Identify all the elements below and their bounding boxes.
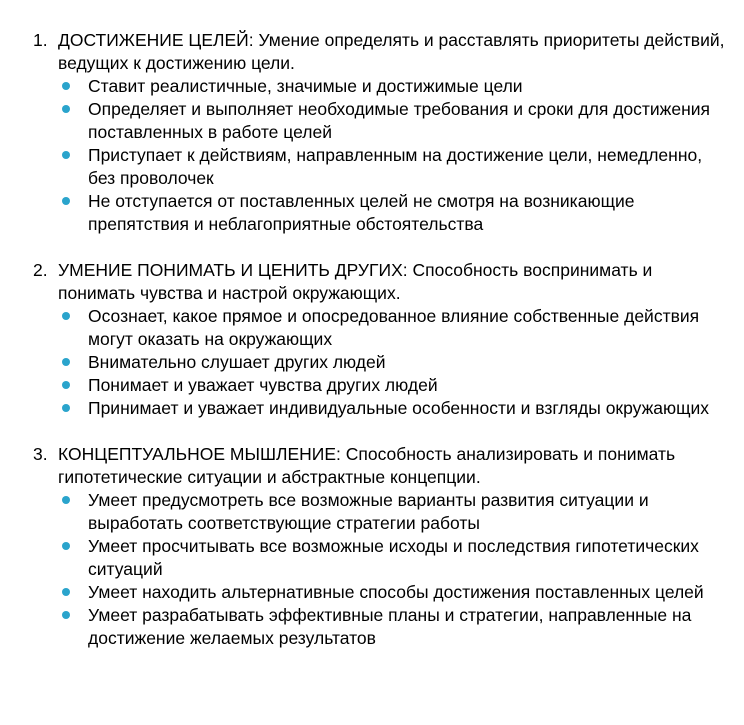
bullet-dot-icon [62, 542, 70, 550]
bullet-item [88, 489, 728, 535]
bullet-item [88, 98, 728, 144]
bullet-dot-icon [62, 404, 70, 412]
section-heading [58, 443, 728, 489]
bullet-dot-icon [62, 588, 70, 596]
bullet-dot-icon [62, 197, 70, 205]
bullet-text: Не отступается от поставленных целей не смотря на возникающие препятствия и неблагоприятные обстоятельства [88, 191, 635, 234]
bullet-item [88, 374, 728, 397]
bullet-item [88, 351, 728, 374]
bullet-dot-icon [62, 358, 70, 366]
section-description: Способность анализировать и понимать гипотетические ситуации и абстрактные концепции. [58, 444, 676, 487]
bullet-text: Внимательно слушает других людей [88, 352, 386, 372]
section-heading [58, 259, 728, 305]
section-number: 2. [33, 260, 48, 280]
section-description: Способность воспринимать и понимать чувства и настрой окружающих. [58, 260, 653, 303]
section-title: КОНЦЕПТУАЛЬНОЕ МЫШЛЕНИЕ: [58, 444, 341, 464]
bullet-list [58, 75, 728, 236]
competency-section-1 [33, 29, 728, 236]
section-title: УМЕНИЕ ПОНИМАТЬ И ЦЕНИТЬ ДРУГИХ: [58, 260, 408, 280]
bullet-dot-icon [62, 312, 70, 320]
bullet-item [88, 305, 728, 351]
bullet-list [58, 305, 728, 420]
bullet-text: Умеет предусмотреть все возможные варианты развития ситуации и выработать соответствующие стратегии работы [88, 490, 649, 533]
bullet-item [88, 535, 728, 581]
bullet-text: Понимает и уважает чувства других людей [88, 375, 438, 395]
bullet-dot-icon [62, 611, 70, 619]
bullet-list [58, 489, 728, 650]
bullet-text: Принимает и уважает индивидуальные особенности и взгляды окружающих [88, 398, 710, 418]
bullet-item [88, 190, 728, 236]
bullet-dot-icon [62, 105, 70, 113]
section-number: 1. [33, 30, 48, 50]
section-heading [58, 29, 728, 75]
section-number: 3. [33, 444, 48, 464]
section-title: ДОСТИЖЕНИЕ ЦЕЛЕЙ: [58, 30, 254, 50]
bullet-dot-icon [62, 82, 70, 90]
bullet-text: Умеет разрабатывать эффективные планы и стратегии, направленные на достижение желаемых результатов [88, 605, 692, 648]
bullet-text: Умеет просчитывать все возможные исходы и последствия гипотетических ситуаций [88, 536, 699, 579]
bullet-item [88, 75, 728, 98]
bullet-item [88, 604, 728, 650]
bullet-item [88, 144, 728, 190]
bullet-text: Определяет и выполняет необходимые требования и сроки для достижения поставленных в работе целей [88, 99, 711, 142]
bullet-text: Умеет находить альтернативные способы достижения поставленных целей [88, 582, 704, 602]
competency-section-3 [33, 443, 728, 650]
bullet-dot-icon [62, 381, 70, 389]
competency-document [0, 29, 744, 650]
bullet-text: Приступает к действиям, направленным на достижение цели, немедленно, без проволочек [88, 145, 703, 188]
section-description: Умение определять и расставлять приоритеты действий, ведущих к достижению цели. [58, 30, 725, 73]
competency-section-2 [33, 259, 728, 420]
bullet-text: Ставит реалистичные, значимые и достижимые цели [88, 76, 523, 96]
bullet-item [88, 397, 728, 420]
bullet-text: Осознает, какое прямое и опосредованное влияние собственные действия могут оказать на окружающих [88, 306, 700, 349]
bullet-item [88, 581, 728, 604]
bullet-dot-icon [62, 151, 70, 159]
bullet-dot-icon [62, 496, 70, 504]
